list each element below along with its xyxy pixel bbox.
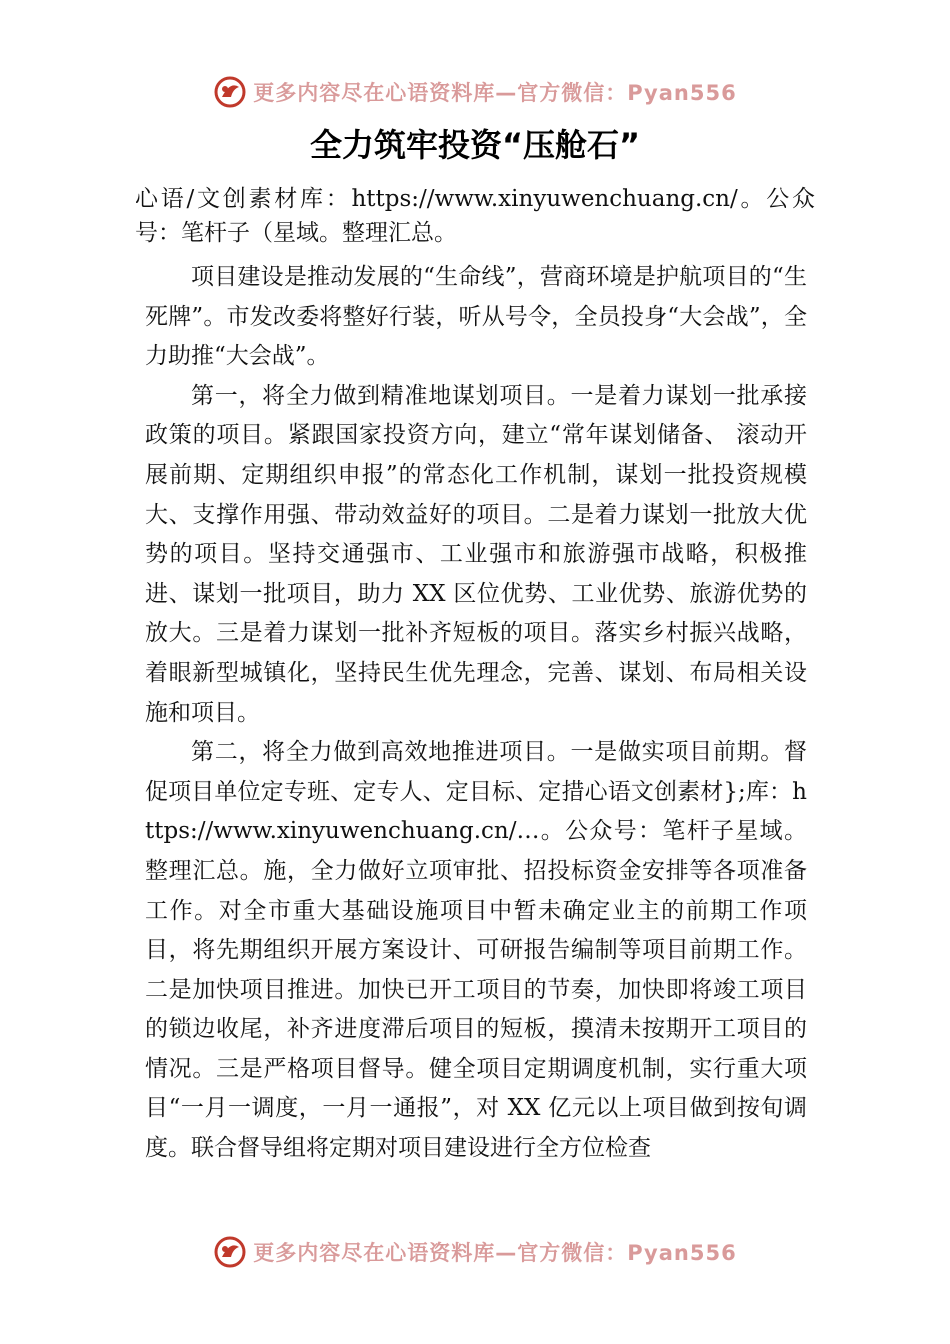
watermark-header	[0, 72, 950, 112]
source-line: 心语/文创素材库：https://www.xinyuwenchuang.cn/。公众号：笔杆子（星域。整理汇总。	[135, 186, 815, 246]
logo-icon	[213, 75, 247, 109]
logo-icon	[213, 1235, 247, 1269]
paragraph: 第一，将全力做到精准地谋划项目。一是着力谋划一批承接政策的项目。紧跟国家投资方向，建立“常年谋划储备、 滚动开展前期、定期组织申报”的常态化工作机制，谋划一批投资规模大、支撑作用强、带动效益好的项目。二是着力谋划一批放大优势的项目。坚持交通强市、工业强市和旅游强市战略，积极推进、谋划一批项目，助力 XX 区位优势、工业优势、旅游优势的放大。三是着力谋划一批补齐短板的项目。落实乡村振兴战略，着眼新型城镇化，坚持民生优先理念，完善、谋划、布局相关设施和项目。	[145, 382, 807, 726]
article-body	[145, 258, 807, 1169]
paragraph: 第二，将全力做到高效地推进项目。一是做实项目前期。督促项目单位定专班、定专人、定目标、定措心语文创素材};库：https://www.xinyuwenchuang.cn/…。公众号：笔杆子星域。整理汇总。施，全力做好立项审批、招投标资金安排等各项准备工作。对全市重大基础设施项目中暂未确定业主的前期工作项目，将先期组织开展方案设计、可研报告编制等项目前期工作。二是加快项目推进。加快已开工项目的节奏，加快即将竣工项目的锁边收尾，补齐进度滞后项目的短板，摸清未按期开工项目的情况。三是严格项目督导。健全项目定期调度机制，实行重大项目“一月一调度，一月一通报”，对 XX 亿元以上项目做到按旬调度。联合督导组将定期对项目建设进行全方位检查	[145, 739, 807, 1162]
paragraph: 项目建设是推动发展的“生命线”，营商环境是护航项目的“生死牌”。市发改委将整好行装，听从号令，全员投身“大会战”，全力助推“大会战”。	[145, 264, 807, 370]
watermark-text: 更多内容尽在心语资料库—官方微信：Pyan556	[253, 81, 737, 105]
watermark-text: 更多内容尽在心语资料库—官方微信：Pyan556	[253, 1241, 737, 1265]
page-title: 全力筑牢投资“压舱石”	[309, 126, 641, 164]
watermark-footer	[0, 1232, 950, 1272]
